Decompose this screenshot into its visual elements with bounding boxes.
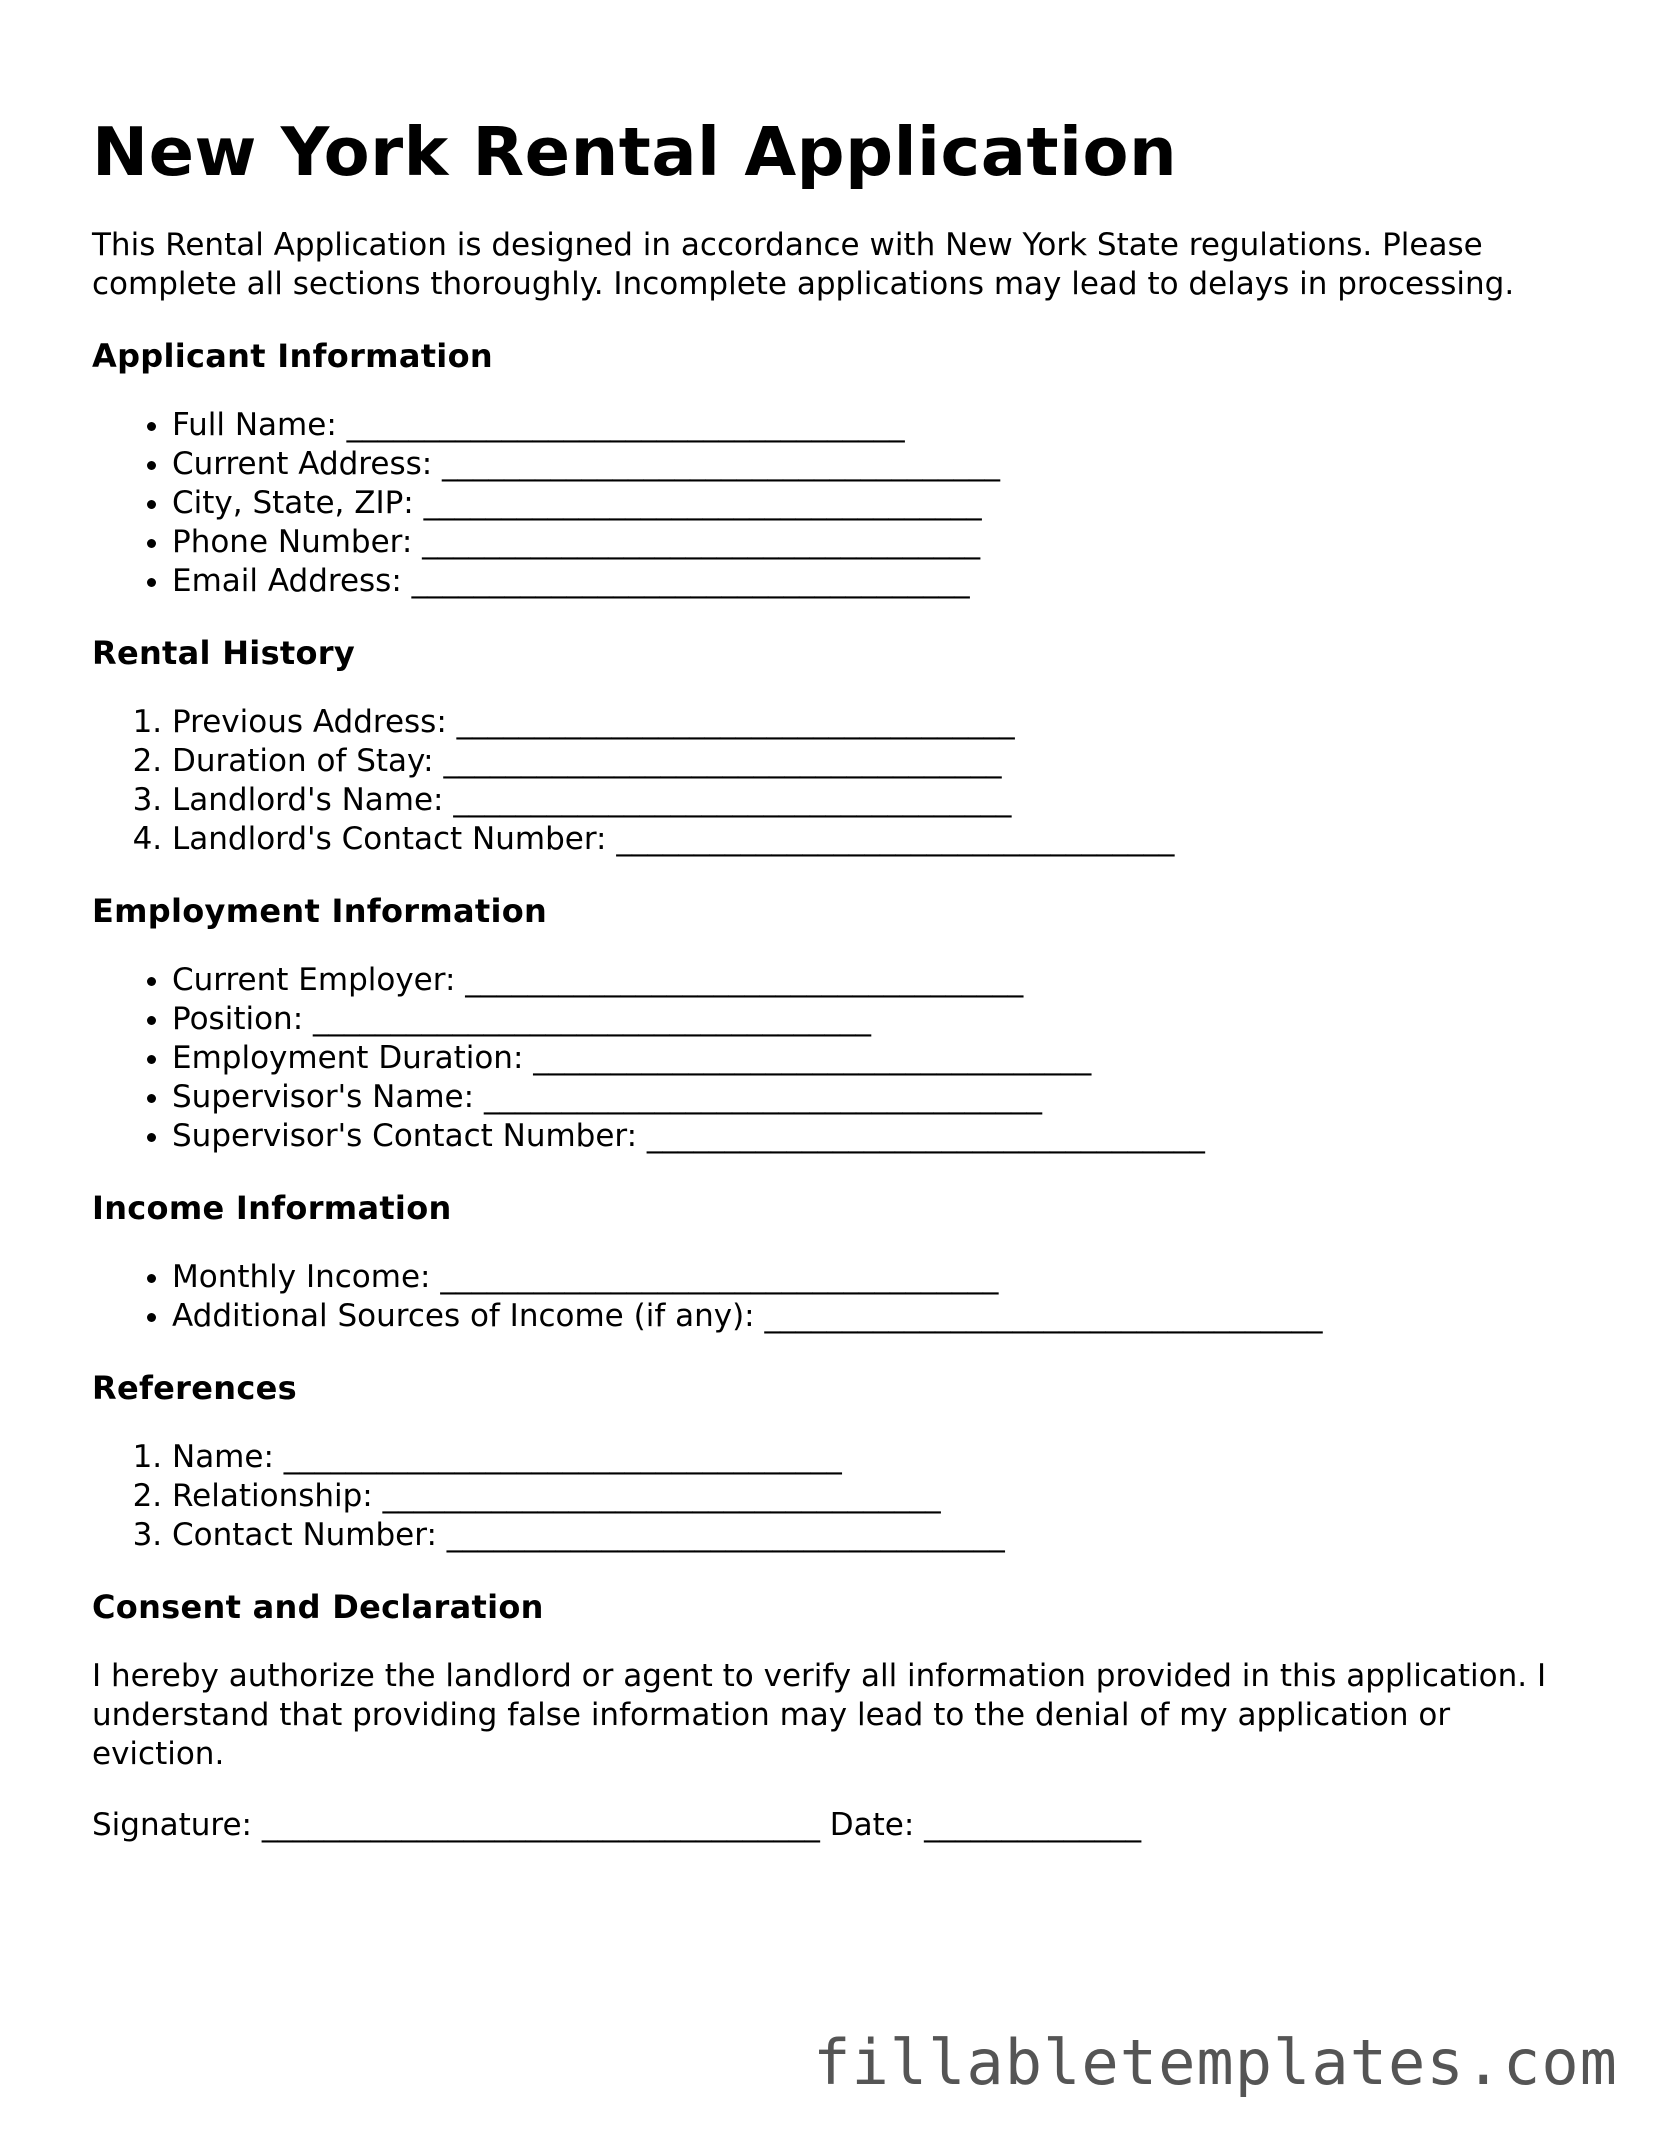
list-item: [172, 1516, 1572, 1555]
list-item: [172, 1477, 1572, 1516]
list-item: [172, 1039, 1572, 1078]
date-blank[interactable]: ______________: [924, 1807, 1142, 1843]
list-item: [172, 781, 1572, 820]
references-list: [92, 1438, 1572, 1555]
field-label: Current Employer:: [172, 962, 456, 998]
fill-blank[interactable]: ____________________________________: [446, 1517, 1005, 1553]
list-item: [172, 523, 1572, 562]
field-label: Name:: [172, 1439, 274, 1475]
fill-blank[interactable]: ____________________________________: [313, 1001, 872, 1037]
field-label: Employment Duration:: [172, 1040, 524, 1076]
section-heading-consent: Consent and Declaration: [92, 1588, 544, 1626]
fill-blank[interactable]: ____________________________________: [442, 446, 1001, 482]
fill-blank[interactable]: ____________________________________: [646, 1118, 1205, 1154]
fill-blank[interactable]: ____________________________________: [465, 962, 1024, 998]
field-label: Phone Number:: [172, 524, 413, 560]
fill-blank[interactable]: ____________________________________: [764, 1298, 1323, 1334]
field-label: Previous Address:: [172, 704, 447, 740]
list-item: [172, 445, 1572, 484]
signature-row: [92, 1806, 1572, 1845]
income-list: [92, 1258, 1572, 1336]
fill-blank[interactable]: ____________________________________: [411, 563, 970, 599]
fill-blank[interactable]: ____________________________________: [423, 485, 982, 521]
watermark: fillabletemplates.com: [813, 2026, 1618, 2099]
fill-blank[interactable]: ____________________________________: [616, 821, 1175, 857]
fill-blank[interactable]: ____________________________________: [533, 1040, 1092, 1076]
section-heading-income: Income Information: [92, 1189, 452, 1227]
rental-history-list: [92, 703, 1572, 859]
intro-paragraph: This Rental Application is designed in accordance with New York State regulations. Please complete all sections thoroughly. Incomplete applications may lead to delays in processing.: [92, 227, 1515, 302]
fill-blank[interactable]: ____________________________________: [456, 704, 1015, 740]
fill-blank[interactable]: ____________________________________: [422, 524, 981, 560]
list-item: [172, 1297, 1572, 1336]
field-label: Monthly Income:: [172, 1259, 431, 1295]
list-item: [172, 1078, 1572, 1117]
section-heading-applicant: Applicant Information: [92, 337, 493, 375]
applicant-list: [92, 406, 1572, 601]
field-label: Relationship:: [172, 1478, 373, 1514]
list-item: [172, 562, 1572, 601]
list-item: [172, 1000, 1572, 1039]
signature-blank[interactable]: ____________________________________: [261, 1807, 820, 1843]
list-item: [172, 406, 1572, 445]
list-item: [172, 1438, 1572, 1477]
list-item: [172, 484, 1572, 523]
field-label: Email Address:: [172, 563, 402, 599]
page-title: New York Rental Application: [92, 113, 1178, 191]
list-item: [172, 742, 1572, 781]
employment-list: [92, 961, 1572, 1156]
list-item: [172, 961, 1572, 1000]
consent-paragraph: I hereby authorize the landlord or agent to verify all information provided in this application. I understand that providing false information may lead to the denial of my application or eviction.: [92, 1658, 1547, 1772]
date-label: Date:: [829, 1807, 915, 1843]
field-label: City, State, ZIP:: [172, 485, 414, 521]
field-label: Contact Number:: [172, 1517, 437, 1553]
fill-blank[interactable]: ____________________________________: [382, 1478, 941, 1514]
field-label: Supervisor's Name:: [172, 1079, 475, 1115]
field-label: Position:: [172, 1001, 304, 1037]
section-heading-employment: Employment Information: [92, 892, 548, 930]
list-item: [172, 1117, 1572, 1156]
signature-label: Signature:: [92, 1807, 252, 1843]
field-label: Supervisor's Contact Number:: [172, 1118, 638, 1154]
fill-blank[interactable]: ____________________________________: [483, 1079, 1042, 1115]
field-label: Full Name:: [172, 407, 337, 443]
field-label: Landlord's Contact Number:: [172, 821, 607, 857]
field-label: Current Address:: [172, 446, 433, 482]
field-label: Landlord's Name:: [172, 782, 444, 818]
fill-blank[interactable]: ____________________________________: [443, 743, 1002, 779]
list-item: [172, 1258, 1572, 1297]
fill-blank[interactable]: ____________________________________: [283, 1439, 842, 1475]
field-label: Additional Sources of Income (if any):: [172, 1298, 755, 1334]
list-item: [172, 703, 1572, 742]
list-item: [172, 820, 1572, 859]
field-label: Duration of Stay:: [172, 743, 434, 779]
section-heading-rental-history: Rental History: [92, 634, 356, 672]
section-heading-references: References: [92, 1369, 297, 1407]
fill-blank[interactable]: ____________________________________: [440, 1259, 999, 1295]
fill-blank[interactable]: ____________________________________: [346, 407, 905, 443]
fill-blank[interactable]: ____________________________________: [453, 782, 1012, 818]
document-page: [92, 112, 1572, 1845]
